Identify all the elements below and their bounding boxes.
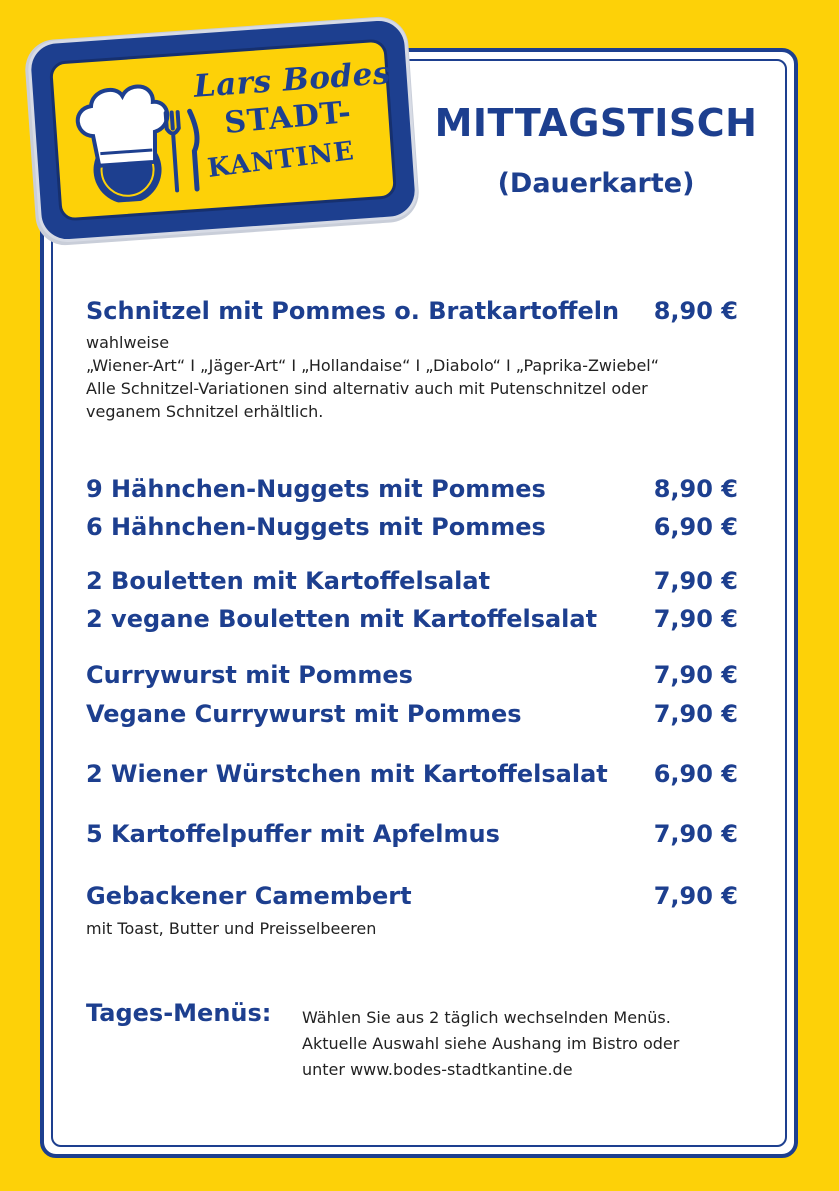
tages-line: unter www.bodes-stadtkantine.de bbox=[302, 1060, 573, 1079]
tages-menues-label: Tages-Menüs: bbox=[86, 999, 272, 1027]
menu-item-price: 8,90 € bbox=[653, 297, 738, 325]
logo-text-owner: Lars Bodes bbox=[192, 55, 392, 105]
logo-text-kantine: KANTINE bbox=[205, 136, 357, 184]
chef-hat-cutlery-icon bbox=[59, 67, 208, 206]
menu-item-price: 7,90 € bbox=[653, 700, 738, 728]
menu-item-name: 9 Hähnchen-Nuggets mit Pommes bbox=[86, 475, 546, 503]
schnitzel-note-line: wahlweise bbox=[86, 333, 170, 352]
page-title: MITTAGSTISCH bbox=[434, 101, 758, 145]
menu-item-name: Vegane Currywurst mit Pommes bbox=[86, 700, 522, 728]
page-subtitle: (Dauerkarte) bbox=[497, 168, 695, 199]
menu-item-price: 6,90 € bbox=[653, 513, 738, 541]
tages-menues-text bbox=[302, 1005, 679, 1083]
schnitzel-note-line: Alle Schnitzel-Variationen sind alternativ auch mit Putenschnitzel oder bbox=[86, 379, 648, 398]
menu-item-price: 7,90 € bbox=[653, 567, 738, 595]
menu-item-name: 2 vegane Bouletten mit Kartoffelsalat bbox=[86, 605, 598, 633]
logo bbox=[30, 19, 417, 241]
menu-item-price: 7,90 € bbox=[653, 661, 738, 689]
menu-item-name: 5 Kartoffelpuffer mit Apfelmus bbox=[86, 820, 500, 848]
schnitzel-note-line: veganem Schnitzel erhältlich. bbox=[86, 402, 324, 421]
menu-item-name: Schnitzel mit Pommes o. Bratkartoffeln bbox=[86, 297, 620, 325]
logo-plate bbox=[49, 38, 397, 221]
menu-item-price: 6,90 € bbox=[653, 760, 738, 788]
tages-line: Wählen Sie aus 2 täglich wechselnden Menüs. bbox=[302, 1008, 671, 1027]
menu-item-name: 6 Hähnchen-Nuggets mit Pommes bbox=[86, 513, 546, 541]
menu-item-name: 2 Wiener Würstchen mit Kartoffelsalat bbox=[86, 760, 608, 788]
schnitzel-note-line: „Wiener-Art“ I „Jäger-Art“ I „Hollandaise“ I „Diabolo“ I „Paprika-Zwiebel“ bbox=[86, 356, 660, 375]
menu-item-price: 7,90 € bbox=[653, 820, 738, 848]
tages-line: Aktuelle Auswahl siehe Aushang im Bistro oder bbox=[302, 1034, 680, 1053]
menu-item-name: Gebackener Camembert bbox=[86, 882, 412, 910]
logo-text-stadt: STADT- bbox=[223, 94, 354, 141]
camembert-note: mit Toast, Butter und Preisselbeeren bbox=[86, 919, 377, 938]
schnitzel-notes bbox=[86, 331, 659, 423]
menu-item-price: 8,90 € bbox=[653, 475, 738, 503]
menu-item-price: 7,90 € bbox=[653, 605, 738, 633]
menu-item-name: Currywurst mit Pommes bbox=[86, 661, 413, 689]
menu-item-name: 2 Bouletten mit Kartoffelsalat bbox=[86, 567, 491, 595]
menu-item-price: 7,90 € bbox=[653, 882, 738, 910]
